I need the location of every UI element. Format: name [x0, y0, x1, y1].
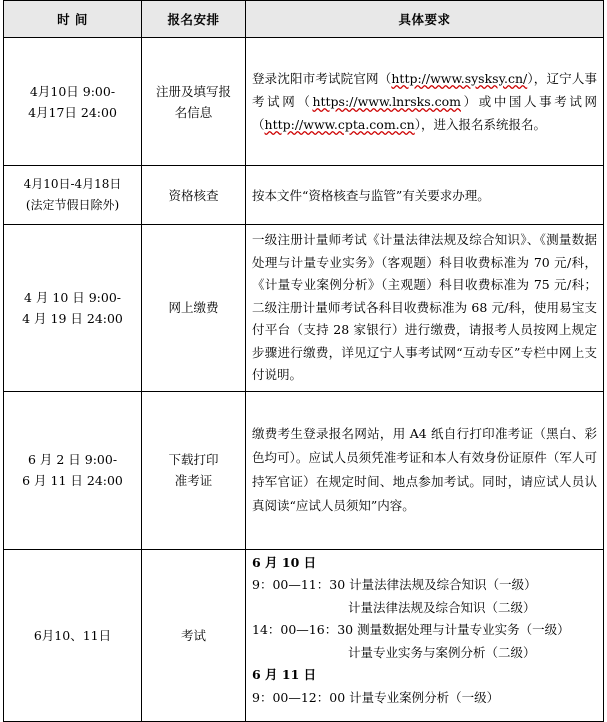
arrangement-cell: 下载打印 准考证	[142, 391, 246, 549]
requirement-cell: 一级注册计量师考试《计量法律法规及综合知识》、《测量数据处理与计量专业实务》（客观题）科目收费标准为 70 元/科，《计量专业案例分析》（主观题）科目收费标准为 75 元/科；二级注册计量师考试各科目收费标准为 68 元/科，使用易宝支付平台（支持 28 家银行）进行缴费，请报考人员按网上规定步骤进行缴费，详见辽宁人事考试网“互动专区”专栏中网上支付说明。	[246, 225, 604, 392]
arrangement-cell: 资格核查	[142, 166, 246, 225]
exam-session: 14：00—16：30 测量数据处理与计量专业实务（一级）	[252, 622, 570, 637]
table-row-admission-ticket	[4, 391, 604, 549]
header-time: 时 间	[4, 1, 142, 38]
time-cell: 6 月 2 日 9:00- 6 月 11 日 24:00	[4, 391, 142, 549]
requirement-cell	[246, 549, 604, 721]
table-row-payment	[4, 225, 604, 392]
cpta-link[interactable]: http://www.cpta.com.cn	[264, 117, 415, 132]
table-row-registration	[4, 38, 604, 166]
sysksy-link[interactable]: http://www.sysksy.cn/	[391, 71, 528, 86]
requirement-cell: 按本文件“资格核查与监管”有关要求办理。	[246, 166, 604, 225]
exam-day-1: 6 月 10 日	[252, 554, 317, 570]
requirement-cell: 登录沈阳市考试院官网（http://www.sysksy.cn/），辽宁人事考试网（https://www.lnrsks.com）或中国人事考试网（http://www.cpta.com.cn），进入报名系统报名。	[246, 38, 604, 166]
header-arrangement: 报名安排	[142, 1, 246, 38]
exam-day-2: 6 月 11 日	[252, 667, 317, 682]
header-requirement: 具体要求	[246, 1, 604, 38]
registration-schedule-table	[3, 0, 604, 722]
time-cell: 4月10日 9:00- 4月17日 24:00	[4, 38, 142, 166]
time-cell: 4月10日-4月18日 (法定节假日除外)	[4, 166, 142, 225]
exam-session: 9：00—11：30 计量法律法规及综合知识（一级）	[252, 577, 537, 592]
time-cell: 6月10、11日	[4, 549, 142, 721]
exam-session: 计量专业实务与案例分析（二级）	[348, 644, 536, 660]
arrangement-cell: 考试	[142, 549, 246, 721]
table-row-exam	[4, 549, 604, 721]
requirement-cell: 缴费考生登录报名网站，用 A4 纸自行打印准考证（黑白、彩色均可）。应试人员须凭准考证和本人有效身份证原件（军人可持军官证）在规定时间、地点参加考试。同时，请应试人员认真阅读“应试人员须知”内容。	[246, 391, 604, 549]
time-cell: 4 月 10 日 9:00- 4 月 19 日 24:00	[4, 225, 142, 392]
table-row-qualification	[4, 166, 604, 225]
exam-session: 计量法律法规及综合知识（二级）	[348, 599, 536, 615]
table-header-row	[4, 1, 604, 38]
arrangement-cell: 网上缴费	[142, 225, 246, 392]
lnrsks-link[interactable]: https://www.lnrsks.com	[312, 94, 461, 109]
arrangement-cell: 注册及填写报 名信息	[142, 38, 246, 166]
exam-session: 9：00—12：00 计量专业案例分析（一级）	[252, 689, 500, 705]
